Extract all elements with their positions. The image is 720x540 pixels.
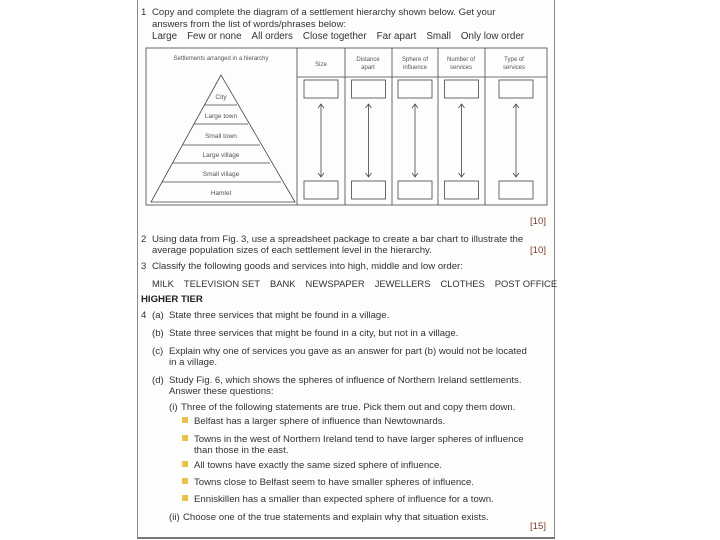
word: Far apart [376,31,417,42]
statement-text: Enniskillen has a smaller than expected sphere of influence for a town. [194,494,494,505]
answer-box-bottom [499,181,533,199]
q4d-text-line1: Study Fig. 6, which shows the spheres of influence of Northern Ireland settlements. [169,375,522,386]
statement-item [182,434,524,445]
word: TELEVISION SET [183,278,260,289]
answer-box-top [398,80,432,98]
answer-box-bottom [398,181,432,199]
level-small-village: Small village [202,171,240,178]
pyramid-header: Settlements arranged in a hierarchy [173,56,269,62]
col-header-type-2: services [502,65,526,71]
level-hamlet: Hamlet [210,190,232,197]
col-header-size: Size [315,62,327,68]
statement-text: Belfast has a larger sphere of influence than Newtownards. [194,416,446,427]
word: NEWSPAPER [305,278,365,289]
statement-text: All towns have exactly the same sized sphere of influence. [194,460,442,471]
q4d-text-line2: Answer these questions: [169,386,274,397]
statement-item [182,416,445,427]
col-header-distance-2: apart [361,65,375,71]
answer-box-top [445,80,479,98]
q2-text-line1: Using data from Fig. 3, use a spreadsheet package to create a bar chart to illustrate the [152,234,524,245]
col-header-type: Type of [504,57,524,63]
bullet-icon [182,435,188,441]
q1-marks: [10] [530,216,547,227]
bullet-icon [182,495,188,501]
word: POST OFFICE [494,278,558,289]
table-border [146,48,547,205]
q4dii-label: (ii) [169,512,180,523]
q4c-text-line1: Explain why one of services you gave as an answer for part (b) would not be located [169,346,527,357]
answer-box-bottom [304,181,338,199]
col-header-sphere: Sphere of [401,57,429,63]
q4-marks: [15] [530,521,547,532]
double-arrow-icon [318,104,324,177]
answer-box-top [304,80,338,98]
answer-box-bottom [352,181,386,199]
statement-text: Towns in the west of Northern Ireland tend to have larger spheres of influence [194,434,524,445]
word: BANK [269,278,296,289]
q1-text-line1: Copy and complete the diagram of a settlement hierarchy shown below. Get your [152,7,496,18]
word: CLOTHES [440,278,485,289]
double-arrow-icon [366,104,372,177]
col-header-distance: Distance [356,57,380,63]
q4a-text: State three services that might be found in a village. [169,310,390,321]
answer-box-top [352,80,386,98]
answer-box-top [499,80,533,98]
q4d-label: (d) [152,375,164,386]
q4-number: 4 [141,310,147,321]
q4di-text: Three of the following statements are true. Pick them out and copy them down. [181,402,516,413]
q2-text-line2: average population sizes of each settlement level in the hierarchy. [152,245,432,256]
q1-text-line2: answers from the list of words/phrases below: [152,19,347,30]
double-arrow-icon [412,104,418,177]
q4c-label: (c) [152,346,164,357]
col-header-sphere-2: influence [402,65,428,71]
q3-number: 3 [141,261,147,272]
q4b-text: State three services that might be found in a city, but not in a village. [169,328,459,339]
statement-item [182,460,442,471]
answer-box-bottom [445,181,479,199]
double-arrow-icon [459,104,465,177]
word: JEWELLERS [374,278,431,289]
q4a-label: (a) [152,310,164,321]
statement-item [182,477,474,488]
level-city: City [215,94,227,101]
bullet-icon [182,417,188,423]
q3-word-list [152,278,557,289]
q2-number: 2 [141,234,147,245]
word: Few or none [187,31,242,42]
double-arrow-icon [513,104,519,177]
statement-text: Towns close to Belfast seem to have smaller spheres of influence. [194,477,474,488]
q4dii-text: Choose one of the true statements and explain why that situation exists. [183,512,489,523]
word: MILK [152,278,174,289]
word: All orders [251,31,293,42]
bullet-icon [182,461,188,467]
col-header-number-2: services [449,65,473,71]
word: Close together [302,31,367,42]
bullet-icon [182,478,188,484]
word: Small [426,31,451,42]
q4di-label: (i) [169,402,178,413]
level-large-village: Large village [202,152,240,159]
statement-item [182,494,494,505]
statement-text-cont: than those in the east. [194,445,289,456]
level-small-town: Small town [205,133,237,140]
q1-number: 1 [141,7,147,18]
higher-tier-heading: HIGHER TIER [141,294,203,305]
q4b-label: (b) [152,328,164,339]
level-large-town: Large town [204,113,238,120]
q3-text: Classify the following goods and services into high, middle and low order: [152,261,463,272]
q2-marks: [10] [530,245,547,256]
word: Large [152,31,178,42]
q4c-text-line2: in a village. [169,357,217,368]
col-header-number: Number of [446,57,476,63]
word: Only low order [460,31,525,42]
